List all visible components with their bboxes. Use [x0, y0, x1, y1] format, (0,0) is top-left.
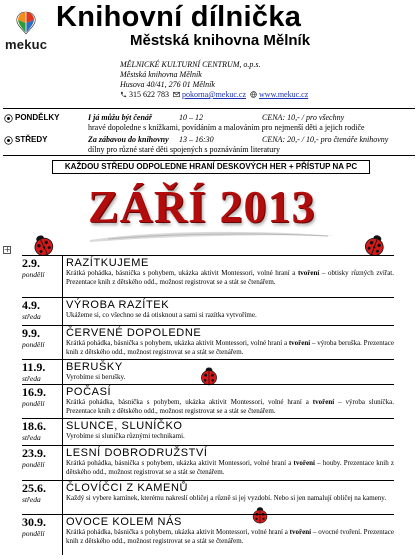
org-name: MĚLNICKÉ KULTURNÍ CENTRUM, o.p.s. [120, 60, 261, 69]
column-divider [62, 255, 63, 555]
event-date: 11.9. [22, 360, 46, 374]
event-title: ČERVENÉ DOPOLEDNE [66, 327, 202, 339]
event-date: 2.9. [22, 256, 40, 270]
event-date: 16.9. [22, 385, 46, 399]
event-date: 25.6. [22, 481, 46, 495]
schedule-time: 13 – 16:30 [179, 135, 214, 144]
event-title: OVOCE KOLEM NÁS [66, 516, 182, 528]
row-rule [22, 445, 394, 446]
row-rule [22, 514, 394, 515]
schedule-price: CENA: 20,- / 10,- pro čtenáře knihovny [262, 135, 389, 144]
row-rule [22, 255, 394, 256]
event-description: Krátká pohádka, básnička s pohybem, ukázka aktivit Montessori, volné hraní a tvoření – ovocné tvoření. Prezentace knih z dětského odd., možnost registrovat se a stát se čtenářem. [66, 528, 394, 545]
row-rule [22, 325, 394, 326]
schedule-program: Za zábavou do knihovny [88, 135, 169, 144]
schedule-day: STŘEDY [15, 135, 48, 144]
balloon-logo-icon [14, 10, 38, 36]
event-description: Vyrobíme si sluníčka různými technikami. [66, 432, 185, 440]
schedule-price: CENA: 10,- / pro všechny [262, 113, 345, 122]
event-weekday: pondělí [22, 529, 45, 538]
row-rule [22, 418, 394, 419]
phone-number: 315 622 783 [129, 90, 169, 99]
schedule-day: PONDĚLKY [15, 113, 60, 122]
logo-text: mekuc [5, 37, 48, 52]
month-title: ZÁŘÍ 2013 [88, 181, 316, 232]
mekuc-logo [4, 10, 50, 52]
event-title: VÝROBA RAZÍTEK [66, 299, 170, 311]
event-weekday: pondělí [22, 399, 45, 408]
page-subtitle: Městská knihovna Mělník [130, 32, 311, 49]
event-weekday: pondělí [22, 460, 45, 469]
event-description: Ukážeme si, co všechno se dá otisknout a sami si razítka vytvoříme. [66, 311, 257, 319]
email-link[interactable]: pokorna@mekuc.cz [182, 90, 247, 99]
event-title: POČASÍ [66, 386, 112, 398]
event-date: 23.9. [22, 446, 46, 460]
schedule-desc: hravé dopoledne s knížkami, povídáním a malováním pro nejmenší děti a jejich rodiče [88, 123, 365, 132]
schedule-row-mondays [4, 113, 416, 135]
schedule-desc: dílny pro různé staré děti spojených s poznáváním literatury [88, 145, 280, 154]
phone-icon [120, 91, 127, 98]
schedule-row-wednesdays [4, 135, 416, 157]
event-weekday: pondělí [22, 340, 45, 349]
address-block [120, 60, 261, 90]
schedule-program: I já můžu být čenář [88, 113, 153, 122]
event-title: ČLOVÍČCI Z KAMENŮ [66, 482, 189, 494]
event-description: Krátká pohádka, básnička s pohybem, ukázka aktivit Montessori, volné hraní a tvoření – obtisky různých zvířat. Prezentace knih z dětského odd., možnost registrovat se a stát se čtenářem. [66, 269, 395, 286]
event-date: 4.9. [22, 298, 40, 312]
email-icon [173, 91, 180, 98]
event-title: LESNÍ DOBRODRUŽSTVÍ [66, 447, 208, 459]
row-rule [22, 297, 394, 298]
event-date: 18.6. [22, 419, 46, 433]
divider [3, 108, 415, 109]
event-title: RAZÍTKUJEME [66, 257, 149, 269]
weekly-banner: KAŽDOU STŘEDU ODPOLEDNE HRANÍ DESKOVÝCH HER + PŘÍSTUP NA PC [52, 160, 370, 174]
event-weekday: středa [22, 433, 41, 442]
event-description: Každý si vybere kamínek, kterému nakreslí obličej a různě si jej vyzdobí. Nebo si jen namalují obličej na kameny. [66, 494, 387, 502]
event-description: Krátká pohádka, básnička s pohybem, ukázka aktivit Montessori, volné hraní a tvoření – houby. Prezentace knih z dětského odd., možnost registrovat se a stát se čtenářem. [66, 459, 394, 476]
event-weekday: středa [22, 312, 41, 321]
event-weekday: středa [22, 374, 41, 383]
event-description: Krátká pohádka, básnička s pohybem, ukázka aktivit Montessori, volné hraní a tvoření – výroba beruška. Prezentace knih z dětského odd., možnost registrovat se a stát se čtenářem. [66, 339, 394, 356]
target-bullet-icon [4, 114, 13, 123]
web-link[interactable]: www.mekuc.cz [259, 90, 309, 99]
web-icon [250, 91, 257, 98]
swoosh-decoration [88, 228, 338, 244]
weekly-schedule [4, 113, 416, 157]
contact-line [120, 90, 308, 100]
row-rule [22, 480, 394, 481]
event-weekday: pondělí [22, 270, 45, 279]
expand-toggle[interactable]: + [4, 245, 11, 254]
page-title: Knihovní dílnička [56, 1, 302, 33]
event-description: Krátká pohádka, básnička s pohybem, ukázka aktivit Montessori, volné hraní a tvoření – výroba sluníčka. Prezentace knih z dětského odd., možnost registrovat se a stát se čtenářem. [66, 398, 395, 415]
row-rule [22, 384, 394, 385]
event-date: 9.9. [22, 326, 40, 340]
event-title: SLUNCE, SLUNÍČKO [66, 420, 183, 432]
event-title: BERUŠKY [66, 361, 123, 373]
event-weekday: středa [22, 495, 41, 504]
target-bullet-icon [4, 136, 13, 145]
divider [3, 155, 415, 156]
row-rule [22, 359, 394, 360]
event-description: Vyrobíme si berušky. [66, 373, 126, 381]
street-address: Husova 40/41, 276 01 Mělník [120, 80, 215, 89]
library-name: Městská knihovna Mělník [120, 70, 202, 79]
schedule-time: 10 – 12 [179, 113, 203, 122]
event-date: 30.9. [22, 515, 46, 529]
